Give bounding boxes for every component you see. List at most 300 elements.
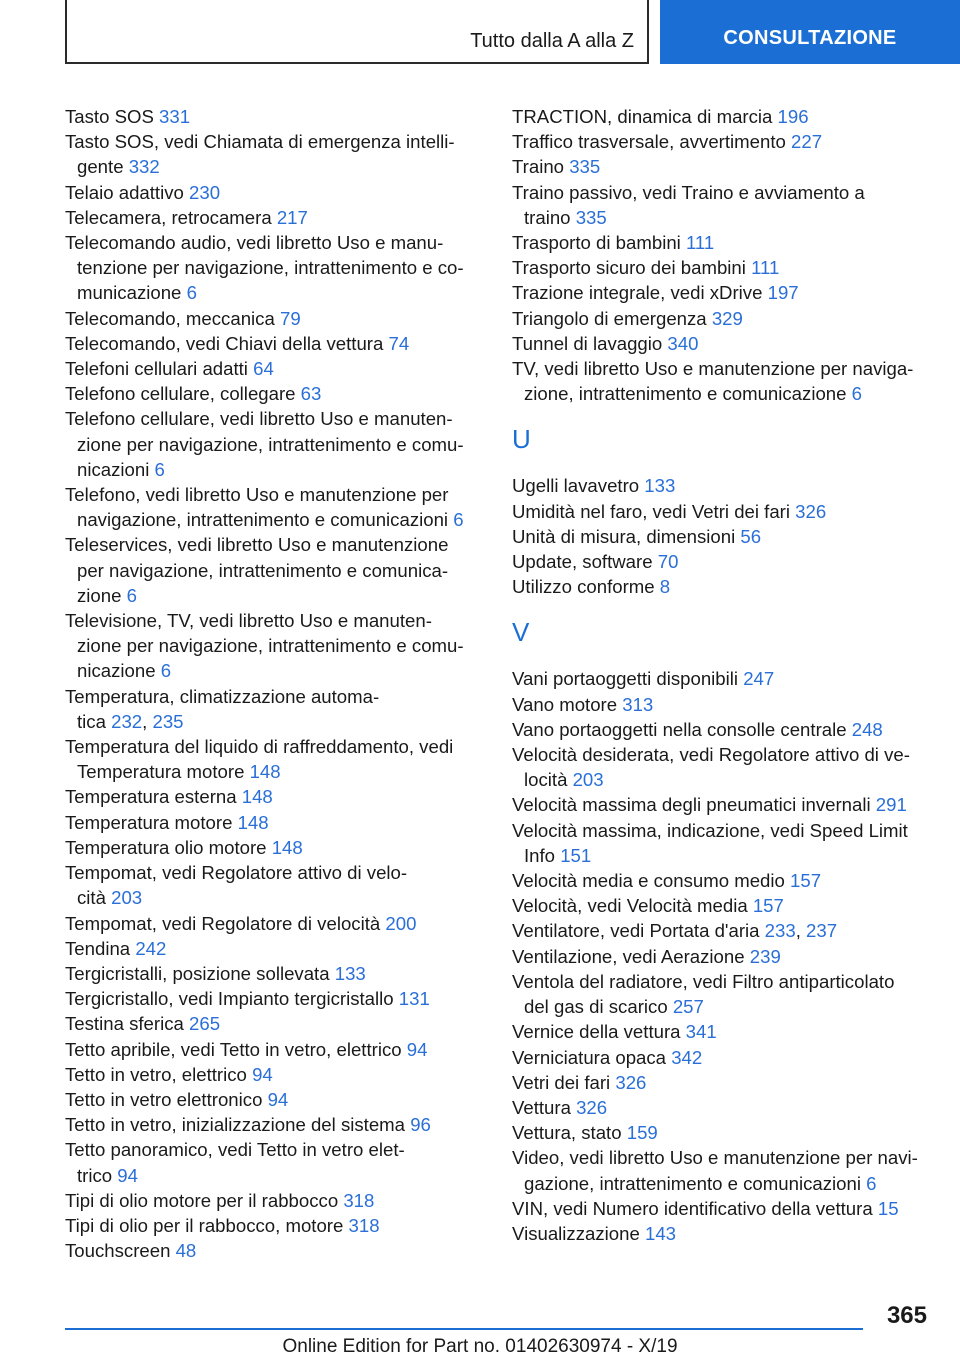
entry-label: Tunnel di lavaggio xyxy=(512,332,668,354)
index-entry-text xyxy=(65,129,485,154)
index-entry-text xyxy=(512,331,932,356)
index-entry-continuation xyxy=(65,709,485,734)
page-separator: , xyxy=(142,710,153,732)
index-entry-text xyxy=(65,1037,485,1062)
index-entry-continuation xyxy=(512,843,932,868)
page-link[interactable]: 15 xyxy=(877,1197,899,1219)
index-entry-continuation xyxy=(65,558,485,583)
entry-label: Temperatura olio motore xyxy=(65,836,272,858)
page-link[interactable]: 326 xyxy=(795,500,827,522)
index-entry xyxy=(512,280,932,305)
entry-label: TRACTION, dinamica di marcia xyxy=(512,106,778,127)
entry-label: Telecomando audio, vedi libretto Uso e manu- xyxy=(65,232,444,254)
index-entry-text xyxy=(512,969,932,994)
index-entry-text xyxy=(65,356,485,381)
entry-label: Tetto apribile, vedi Tetto in vetro, elettrico xyxy=(65,1038,407,1060)
index-entry xyxy=(512,692,932,717)
page-link[interactable]: 340 xyxy=(667,332,699,354)
index-entry-text xyxy=(65,835,485,860)
index-group-t xyxy=(512,104,932,406)
index-entry xyxy=(65,986,485,1011)
index-entry xyxy=(65,180,485,205)
entry-label: Ventilazione, vedi Aerazione xyxy=(512,945,750,967)
page-link[interactable]: 96 xyxy=(410,1114,431,1136)
page-link[interactable]: 242 xyxy=(135,937,167,959)
index-entry xyxy=(512,574,932,599)
index-letter-v: V xyxy=(512,617,530,648)
entry-label: Verniciatura opaca xyxy=(512,1046,672,1068)
page-link[interactable]: 248 xyxy=(851,718,883,740)
entry-label: Video, vedi libretto Uso e manutenzione per navi- xyxy=(512,1147,918,1169)
page-link[interactable]: 326 xyxy=(615,1071,647,1093)
index-entry xyxy=(65,961,485,986)
entry-label: Vettura, stato xyxy=(512,1122,627,1144)
page-link[interactable]: 318 xyxy=(343,1189,375,1211)
chapter-tab[interactable] xyxy=(660,0,960,64)
index-entry xyxy=(512,1045,932,1070)
page-link[interactable]: 64 xyxy=(253,358,274,380)
index-entry-text xyxy=(65,1137,485,1162)
index-entry xyxy=(512,666,932,691)
entry-label: Utilizzo conforme xyxy=(512,576,660,598)
index-entry xyxy=(512,969,932,1019)
index-entry-text xyxy=(65,986,485,1011)
entry-label: Tetto in vetro elettronico xyxy=(65,1088,268,1110)
entry-label: gazione, intrattenimento e comunicazioni xyxy=(524,1172,867,1194)
entry-label: Velocità media e consumo medio xyxy=(512,870,791,892)
page-link[interactable]: 342 xyxy=(671,1046,703,1068)
entry-label: Tetto panoramico, vedi Tetto in vetro elet- xyxy=(65,1139,405,1161)
index-entry xyxy=(512,524,932,549)
index-entry xyxy=(65,1112,485,1137)
page-link[interactable]: 203 xyxy=(111,887,143,909)
page-link[interactable]: 329 xyxy=(711,307,743,329)
entry-label: Velocità massima degli pneumatici invernali xyxy=(512,794,876,816)
index-entry xyxy=(65,104,485,129)
entry-label: Televisione, TV, vedi libretto Uso e manuten- xyxy=(65,610,432,632)
entry-label: Teleservices, vedi libretto Uso e manutenzione xyxy=(65,534,449,556)
page-link[interactable]: 335 xyxy=(569,156,601,178)
page-link[interactable]: 318 xyxy=(348,1214,380,1236)
page-link[interactable]: 331 xyxy=(159,106,191,127)
page-link[interactable]: 143 xyxy=(645,1222,677,1244)
page-link[interactable]: 94 xyxy=(267,1088,289,1110)
index-entry xyxy=(65,911,485,936)
page-link[interactable]: 6 xyxy=(160,660,172,682)
page-link[interactable]: 217 xyxy=(276,206,308,228)
page-link[interactable]: 203 xyxy=(572,769,604,791)
index-entry-text xyxy=(512,1145,932,1170)
index-column-left xyxy=(65,104,485,1263)
entry-label: Telecamera, retrocamera xyxy=(65,206,277,228)
index-entry xyxy=(65,684,485,734)
index-entry-text xyxy=(65,810,485,835)
index-entry-text xyxy=(512,893,932,918)
entry-label: Telaio adattivo xyxy=(65,181,190,203)
page-link[interactable]: 94 xyxy=(252,1063,273,1085)
page-link[interactable]: 341 xyxy=(685,1021,717,1043)
index-entry xyxy=(65,810,485,835)
page-link[interactable]: 265 xyxy=(189,1013,221,1035)
page-link[interactable]: 232 xyxy=(111,710,143,732)
entry-label: navigazione, intrattenimento e comunicazioni xyxy=(77,509,454,531)
page-link[interactable]: 257 xyxy=(672,996,704,1018)
entry-label: Temperatura esterna xyxy=(65,786,242,808)
index-entry-continuation xyxy=(512,205,932,230)
index-entry xyxy=(65,331,485,356)
page-link[interactable]: 6 xyxy=(154,458,165,480)
index-entry-text xyxy=(65,180,485,205)
index-entry xyxy=(512,129,932,154)
index-entry-text xyxy=(512,692,932,717)
index-entry-text xyxy=(65,860,485,885)
page-link[interactable]: 159 xyxy=(626,1122,658,1144)
index-entry xyxy=(512,1145,932,1195)
page-link[interactable]: 157 xyxy=(790,870,822,892)
page-link[interactable]: 48 xyxy=(175,1240,197,1262)
index-entry-continuation xyxy=(65,457,485,482)
entry-label: Telefono cellulare, vedi libretto Uso e manuten- xyxy=(65,408,453,430)
index-entry xyxy=(512,818,932,868)
entry-label: Telefono, vedi libretto Uso e manutenzione per xyxy=(65,484,449,506)
page-link[interactable]: 79 xyxy=(279,307,301,329)
index-entry-text xyxy=(512,742,932,767)
page-link[interactable]: 230 xyxy=(189,181,221,203)
index-entry xyxy=(65,835,485,860)
entry-label: Ventola del radiatore, vedi Filtro antiparticolato xyxy=(512,970,895,992)
index-entry xyxy=(65,406,485,482)
index-entry xyxy=(512,742,932,792)
page-link[interactable]: 227 xyxy=(791,131,823,153)
page-link[interactable]: 111 xyxy=(751,257,780,279)
index-entry-continuation xyxy=(65,633,485,658)
index-entry xyxy=(65,1238,485,1263)
index-entry-continuation xyxy=(65,583,485,608)
index-entry-text xyxy=(512,944,932,969)
index-entry xyxy=(65,1188,485,1213)
entry-label: Telecomando, vedi Chiavi della vettura xyxy=(65,332,389,354)
index-entry xyxy=(512,473,932,498)
page-link[interactable]: 313 xyxy=(622,693,654,715)
entry-label: Vano portaoggetti nella consolle centrale xyxy=(512,718,852,740)
page-number: 365 xyxy=(886,1302,927,1329)
entry-label: Temperatura motore xyxy=(65,811,238,833)
entry-label: Velocità, vedi Velocità media xyxy=(512,895,753,917)
entry-label: Touchscreen xyxy=(65,1240,176,1262)
entry-label: Telefoni cellulari adatti xyxy=(65,358,254,380)
entry-label: Tendina xyxy=(65,937,136,959)
footer-edition: Online Edition for Part no. 01402630974 - X/19 xyxy=(282,1336,678,1357)
index-entry xyxy=(512,792,932,817)
entry-label: gente xyxy=(77,156,129,178)
index-entry xyxy=(65,532,485,608)
index-entry-continuation xyxy=(65,759,485,784)
index-entry xyxy=(512,944,932,969)
page-link[interactable]: 239 xyxy=(749,945,781,967)
index-entry-text xyxy=(512,180,932,205)
entry-label: locità xyxy=(524,769,573,791)
index-entry-text xyxy=(65,911,485,936)
index-entry-text xyxy=(512,154,932,179)
index-entry-text xyxy=(65,734,485,759)
entry-label: Vani portaoggetti disponibili xyxy=(512,668,744,690)
page-link[interactable]: 157 xyxy=(752,895,784,917)
page-link[interactable]: 70 xyxy=(657,551,679,573)
page-link[interactable]: 247 xyxy=(743,668,775,690)
index-entry xyxy=(65,1037,485,1062)
page-link[interactable]: 94 xyxy=(406,1038,428,1060)
page-link[interactable]: 197 xyxy=(767,282,799,304)
entry-label: Tempomat, vedi Regolatore attivo di velo- xyxy=(65,862,408,884)
index-entry xyxy=(512,549,932,574)
entry-label: Traino xyxy=(512,156,570,178)
index-entry xyxy=(512,717,932,742)
index-entry-text xyxy=(65,205,485,230)
page-separator: , xyxy=(795,920,807,942)
header-divider xyxy=(647,0,649,64)
index-entry xyxy=(512,255,932,280)
index-entry-text xyxy=(65,1238,485,1263)
index-entry-continuation xyxy=(65,1163,485,1188)
index-entry-text xyxy=(512,868,932,893)
entry-label: Testina sferica xyxy=(65,1013,190,1035)
index-entry-text xyxy=(65,936,485,961)
index-entry-text xyxy=(512,129,932,154)
index-entry xyxy=(65,1011,485,1036)
index-entry-text xyxy=(512,717,932,742)
index-entry-text xyxy=(65,230,485,255)
index-entry-text xyxy=(512,918,932,943)
page-link[interactable]: 133 xyxy=(644,475,676,497)
index-entry xyxy=(512,331,932,356)
index-entry xyxy=(512,104,932,129)
entry-label: Tipi di olio per il rabbocco, motore xyxy=(65,1214,349,1236)
index-entry-text xyxy=(512,230,932,255)
entry-label: Tergicristalli, posizione sollevata xyxy=(65,962,335,984)
index-entry-text xyxy=(65,381,485,406)
index-entry xyxy=(512,918,932,943)
index-entry-text xyxy=(512,1196,932,1221)
page-link[interactable]: 291 xyxy=(875,794,907,816)
index-entry xyxy=(65,1137,485,1187)
entry-label: Update, software xyxy=(512,551,658,573)
index-entry-continuation xyxy=(65,885,485,910)
entry-label: Telecomando, meccanica xyxy=(65,307,280,329)
index-entry-continuation xyxy=(65,507,485,532)
page-link[interactable]: 8 xyxy=(659,576,671,598)
entry-label: Vetri dei fari xyxy=(512,1071,616,1093)
index-entry-text xyxy=(512,356,932,381)
entry-label: tica xyxy=(77,710,112,732)
entry-label: tenzione per navigazione, intrattenimento e co- xyxy=(77,257,464,279)
index-entry xyxy=(65,1213,485,1238)
entry-label: Temperatura, climatizzazione automa- xyxy=(65,685,380,707)
page-link[interactable]: 63 xyxy=(300,383,322,405)
page-link[interactable]: 148 xyxy=(249,761,281,783)
index-entry-text xyxy=(65,961,485,986)
index-entry xyxy=(65,608,485,684)
index-entry-text xyxy=(65,331,485,356)
index-entry xyxy=(512,868,932,893)
page-link[interactable]: 335 xyxy=(575,206,607,228)
index-entry-text xyxy=(65,684,485,709)
index-entry xyxy=(65,860,485,910)
index-entry-text xyxy=(65,306,485,331)
page-link[interactable]: 148 xyxy=(237,811,269,833)
entry-label: Info xyxy=(524,844,561,866)
index-column-right xyxy=(512,104,932,1246)
index-entry xyxy=(512,230,932,255)
index-entry-text xyxy=(65,784,485,809)
index-entry-text xyxy=(512,792,932,817)
entry-label: Tasto SOS, vedi Chiamata di emergenza intelli- xyxy=(65,131,455,153)
index-entry xyxy=(512,1095,932,1120)
entry-label: Ventilatore, vedi Portata d'aria xyxy=(512,920,765,942)
entry-label: Traffico trasversale, avvertimento xyxy=(512,131,792,153)
index-entry-text xyxy=(65,1011,485,1036)
index-entry xyxy=(65,936,485,961)
index-entry-text xyxy=(512,818,932,843)
page-link[interactable]: 111 xyxy=(685,232,715,254)
index-entry xyxy=(512,154,932,179)
index-group-u xyxy=(512,473,932,599)
index-entry xyxy=(512,499,932,524)
index-entry xyxy=(512,180,932,230)
index-entry xyxy=(512,1120,932,1145)
index-entry-text xyxy=(512,549,932,574)
page-link[interactable]: 196 xyxy=(777,106,809,127)
index-entry-text xyxy=(65,532,485,557)
entry-label: per navigazione, intrattenimento e comunica- xyxy=(77,559,449,581)
index-entry-text xyxy=(512,666,932,691)
index-entry xyxy=(512,1196,932,1221)
entry-label: Tipi di olio motore per il rabbocco xyxy=(65,1189,344,1211)
entry-label: del gas di scarico xyxy=(524,996,673,1018)
entry-label: traino xyxy=(524,206,576,228)
index-entry xyxy=(65,784,485,809)
page-link[interactable]: 200 xyxy=(385,912,417,934)
page-link[interactable]: 148 xyxy=(241,786,273,808)
page-link[interactable]: 133 xyxy=(334,962,366,984)
page-link[interactable]: 237 xyxy=(806,920,838,942)
entry-label: Triangolo di emergenza xyxy=(512,307,712,329)
index-letter-u: U xyxy=(512,424,531,455)
chapter-tab-label: CONSULTAZIONE xyxy=(723,26,897,49)
entry-label: Temperatura del liquido di raffreddamento, vedi xyxy=(65,736,454,758)
index-entry-text xyxy=(512,524,932,549)
entry-label: trico xyxy=(77,1164,118,1186)
page-link[interactable]: 6 xyxy=(866,1172,877,1194)
index-entry xyxy=(65,734,485,784)
page-link[interactable]: 233 xyxy=(764,920,796,942)
index-entry-text xyxy=(65,1188,485,1213)
index-entry-text xyxy=(512,1070,932,1095)
index-entry xyxy=(65,129,485,179)
page-link[interactable]: 332 xyxy=(128,156,160,178)
entry-label: Trasporto di bambini xyxy=(512,232,686,254)
index-entry xyxy=(512,1070,932,1095)
index-entry-text xyxy=(65,1087,485,1112)
index-entry-text xyxy=(512,1120,932,1145)
page-link[interactable]: 151 xyxy=(560,844,592,866)
page-link[interactable]: 131 xyxy=(398,988,430,1010)
entry-label: Traino passivo, vedi Traino e avviamento a xyxy=(512,181,865,203)
page-link[interactable]: 6 xyxy=(186,282,197,304)
index-entry-text xyxy=(65,1062,485,1087)
index-entry xyxy=(65,230,485,306)
page-link[interactable]: 56 xyxy=(740,525,762,547)
index-entry xyxy=(65,381,485,406)
entry-label: zione xyxy=(77,584,127,606)
page-link[interactable]: 74 xyxy=(388,332,410,354)
page-link[interactable]: 235 xyxy=(152,710,184,732)
page-link[interactable]: 6 xyxy=(126,584,137,606)
entry-label: zione, intrattenimento e comunicazione xyxy=(524,383,852,405)
index-entry-text xyxy=(65,104,485,129)
entry-label: nicazioni xyxy=(77,458,155,480)
index-entry-text xyxy=(512,1095,932,1120)
index-entry xyxy=(512,1221,932,1246)
entry-label: municazione xyxy=(77,282,187,304)
index-entry-text xyxy=(65,1213,485,1238)
index-entry-text xyxy=(65,406,485,431)
index-entry-continuation xyxy=(65,280,485,305)
entry-label: TV, vedi libretto Uso e manutenzione per naviga- xyxy=(512,358,914,380)
entry-label: Umidità nel faro, vedi Vetri dei fari xyxy=(512,500,796,522)
index-entry-text xyxy=(512,255,932,280)
entry-label: Velocità desiderata, vedi Regolatore attivo di ve- xyxy=(512,744,910,766)
entry-label: Velocità massima, indicazione, vedi Speed Limit xyxy=(512,819,908,841)
entry-label: Vernice della vettura xyxy=(512,1021,686,1043)
page-link[interactable]: 94 xyxy=(117,1164,138,1186)
page-link[interactable]: 148 xyxy=(271,836,303,858)
index-entry xyxy=(65,356,485,381)
entry-label: Trazione integrale, vedi xDrive xyxy=(512,282,768,304)
entry-label: zione per navigazione, intrattenimento e comu- xyxy=(77,433,464,455)
entry-label: Temperatura motore xyxy=(77,761,250,783)
index-entry-text xyxy=(65,482,485,507)
index-entry xyxy=(512,356,932,406)
entry-label: Telefono cellulare, collegare xyxy=(65,383,301,405)
index-entry-text xyxy=(512,574,932,599)
index-entry xyxy=(65,1062,485,1087)
index-entry-text xyxy=(512,499,932,524)
entry-label: Tergicristallo, vedi Impianto tergicristallo xyxy=(65,988,399,1010)
entry-label: Trasporto sicuro dei bambini xyxy=(512,257,752,279)
entry-label: Ugelli lavavetro xyxy=(512,475,645,497)
page-link[interactable]: 6 xyxy=(851,383,862,405)
index-entry xyxy=(65,306,485,331)
index-entry-text xyxy=(512,1019,932,1044)
index-entry xyxy=(512,893,932,918)
index-entry xyxy=(65,1087,485,1112)
entry-label: Vettura xyxy=(512,1096,577,1118)
entry-label: Unità di misura, dimensioni xyxy=(512,525,741,547)
index-entry-continuation xyxy=(65,658,485,683)
index-group-v xyxy=(512,666,932,1246)
index-entry-text xyxy=(512,1045,932,1070)
entry-label: zione per navigazione, intrattenimento e comu- xyxy=(77,635,464,657)
index-entry xyxy=(65,482,485,532)
entry-label: Visualizzazione xyxy=(512,1222,645,1244)
header-bottom-rule xyxy=(65,62,648,64)
page-link[interactable]: 6 xyxy=(453,509,464,531)
index-entry-text xyxy=(512,473,932,498)
entry-label: cità xyxy=(77,887,112,909)
entry-label: Tetto in vetro, elettrico xyxy=(65,1063,253,1085)
page-link[interactable]: 326 xyxy=(576,1096,608,1118)
header-left-rule xyxy=(65,0,67,64)
